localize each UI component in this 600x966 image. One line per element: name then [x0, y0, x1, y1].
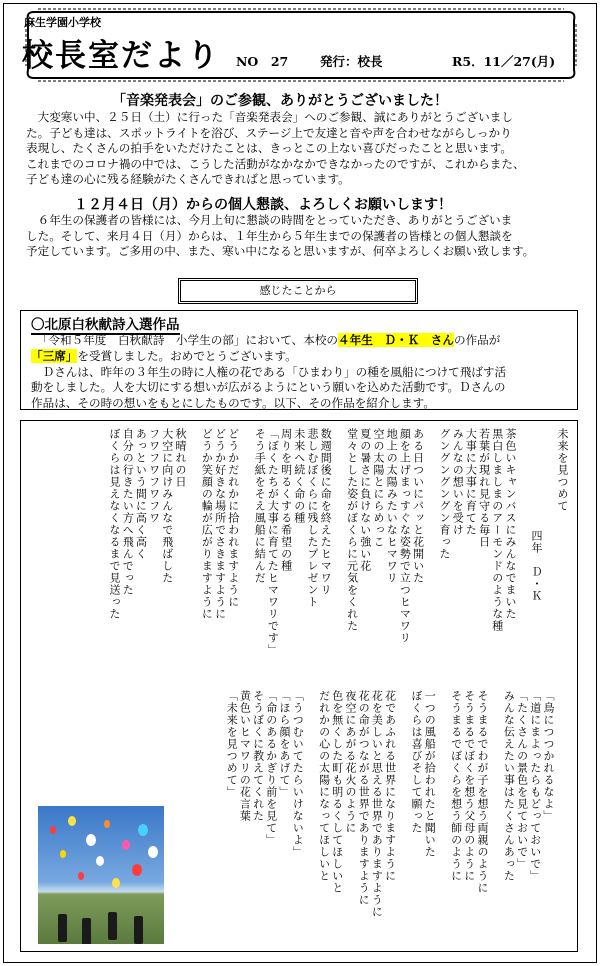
- award-line-part: 「令和５年度 白秋献詩 小学生の部」において、本校の: [31, 333, 339, 347]
- poem-line: 夜空にあがる花火のように: [344, 690, 357, 834]
- poem-line: 若葉が現れ見守る毎日: [477, 428, 491, 548]
- poem-author: 四年 Ｄ・Ｋ: [530, 530, 543, 602]
- meeting-text: [26, 213, 534, 260]
- person-silhouette: [58, 914, 67, 942]
- concert-line: 子ども達の心に残る経験がたくさんできればと思っています。: [26, 172, 350, 187]
- poem-line: 「ほら顔をあげて」: [278, 690, 291, 798]
- poem-line: 空の太陽とにらめっこ: [372, 428, 385, 548]
- balloon-photo: [38, 806, 164, 944]
- issue-number: NO 27: [236, 54, 289, 69]
- meeting-line: 予定しています。ご多用の中、また、寒い中になると思いますが、何卒よろしくお願い致します。: [26, 244, 535, 259]
- poem-line: みんなの想いを受け: [451, 428, 465, 536]
- poem-line: どうかだれかに拾われますように: [226, 428, 240, 608]
- poem-line: 未来へ続く命の種: [292, 428, 306, 524]
- award-line: 作品は、その時の想いをもとにしたものです。以下、その作品を紹介します。: [31, 396, 435, 411]
- poem-line: 大事に大事に育てた: [464, 428, 478, 536]
- poem-line: 花の命がつながる世界でありますように: [357, 690, 371, 906]
- balloon-shape: [122, 840, 130, 850]
- person-silhouette: [134, 916, 143, 944]
- concert-line: 表現し、たくさんの拍手をいただけたことは、きっとこの上ない喜びだったことと思います。: [26, 141, 513, 156]
- balloon-shape: [86, 834, 96, 846]
- person-silhouette: [108, 912, 117, 940]
- poem-line: そう手紙をそえ風船に結んだ: [253, 428, 267, 584]
- poem-line: どうか笑顔の輪が広がりますように: [200, 428, 214, 620]
- poem-line: 「未来を見つめて」: [225, 690, 239, 798]
- balloon-shape: [112, 878, 120, 888]
- poem-line: ある日ついにパッと花開いた: [411, 428, 425, 584]
- poem-line: 「うつむいてたらいけないよ」: [291, 690, 305, 858]
- poem-line: そうまるでわが子を想う両親のように: [476, 690, 489, 894]
- poem-line: 悲しむぼくらに残したプレゼント: [306, 428, 319, 608]
- poem-line: 花であふれる世界になりますように: [383, 690, 397, 882]
- newsletter-title: 校長室だより: [22, 38, 220, 74]
- poem-line: グングングングン育った: [438, 428, 451, 560]
- poem-line: どうか好きな場所でさきますように: [213, 428, 227, 620]
- poem-line: ぼくらは見えなくなるまで見送った: [108, 428, 121, 620]
- meeting-heading: １２月４日（月）からの個人懇談、よろしくお願いします！: [74, 197, 452, 213]
- balloon-shape: [78, 872, 84, 880]
- person-silhouette: [82, 918, 91, 944]
- publisher: 発行：校長: [320, 54, 383, 69]
- poem-line: 黄色いヒマワリの花言葉: [238, 690, 252, 822]
- award-line-part: の作品が: [453, 333, 501, 347]
- concert-heading: 「音楽発表会」のご参観、ありがとうございました！: [112, 93, 448, 109]
- balloon-shape: [104, 820, 110, 828]
- poem-line: 「道にまよったらもどっておいで」: [528, 690, 542, 882]
- balloon-shape: [138, 824, 148, 836]
- concert-line: 大変寒い中、２５日（土）に行った「音楽発表会」へのご参観、誠にありがとうございまし: [26, 110, 513, 124]
- poem-line: そうぼくに教えてくれた: [251, 690, 265, 822]
- poem-line: 周りを明るくする希望の種: [279, 428, 293, 572]
- award-line: Ｄさんは、昨年の３年生の時に人権の花である「ひまわり」の種を風船につけて飛ばす活: [31, 364, 507, 379]
- award-title-text: 〇北原白秋献詩入選作品: [31, 317, 180, 333]
- balloon-shape: [60, 850, 66, 858]
- section-label: 感じたことから: [178, 278, 418, 304]
- balloon-shape: [148, 846, 158, 858]
- poem-line: みんな伝えたい事はたくさんあった: [502, 690, 516, 882]
- meeting-line: した。そして、来月４日（月）からは、１年生から５年生までの保護者の皆様との個人懇談を: [26, 228, 513, 243]
- poem-line: 堂々とした姿がぼくらに元気をくれた: [345, 428, 359, 632]
- poem-line: 大空に向けみんなで飛ばした: [160, 428, 174, 584]
- poem-line: 「鳥につつかれるなよ」: [542, 690, 555, 822]
- poem-line: 茶色いキャンバスにみんなでまいた: [504, 428, 517, 620]
- poem-line: だれかの心の太陽になってほしいと: [317, 690, 331, 882]
- poem-line: 「ぼくたちが大事に育てたヒマワリです」: [266, 428, 280, 656]
- poem-line: フワフワフワフワ: [147, 428, 161, 524]
- balloon-shape: [68, 816, 76, 826]
- concert-line: これまでのコロナ禍の中では、こうした活動がなかなかできなかったのですが、これからまた、: [26, 156, 525, 171]
- poem-line: 黒白しましまのアーモンドのような種: [490, 428, 504, 632]
- award-title: [31, 313, 180, 333]
- poem-line: ぼくらは喜びそして願った: [410, 690, 423, 834]
- poem-line: 花を美しいと思える世界でありますように: [370, 690, 384, 918]
- poem-line: 「命のあるかぎり前を見て」: [264, 690, 278, 846]
- concert-text: [26, 110, 525, 188]
- poem-line: あっという間に高く高く: [134, 428, 148, 560]
- issue-date: R5．11／27(月): [452, 54, 556, 69]
- award-line: 動をしました。人を大切にする想いが広がるようにという願いを込めた活動です。Ｄさんの: [31, 380, 506, 395]
- poem-line: そうまるでぼくらを想う師のように: [449, 690, 463, 882]
- poem-title: 未来を見つめて: [556, 428, 569, 512]
- poem-line: 秋晴れの日: [174, 428, 187, 488]
- award-box: [20, 310, 578, 410]
- award-text: [31, 333, 506, 412]
- poem-line: 夏の暑さに負けない強い花: [358, 428, 372, 572]
- concert-line: た。子ども達は、スポットライトを浴び、ステージ上で友達と音や声を合わせながらしっかり: [26, 125, 512, 140]
- poem-line: 地上の太陽みたいなヒマワリ: [385, 428, 399, 584]
- poem-line: そうまるでぼくを想う父母のように: [462, 690, 476, 882]
- award-line: [31, 349, 506, 365]
- award-rank: 「三席」: [31, 348, 78, 363]
- award-line: [31, 333, 506, 349]
- award-student-name: ４年生 Ｄ・Ｋ さん: [338, 333, 454, 347]
- balloon-shape: [132, 864, 142, 876]
- poem-line: 「たくさんの景色を見ておいで」: [515, 690, 529, 870]
- school-name: 麻生学園小学校: [24, 16, 101, 29]
- poem-line: 色を無くした町も明るくしてほしいと: [330, 690, 344, 894]
- poem-line: 顔を上げまっすぐな姿勢で立つヒマワリ: [398, 428, 412, 644]
- meeting-line: ６年生の保護者の皆様には、今月上旬に懇談の時間をとっていただき、ありがとうございま: [26, 213, 513, 227]
- balloon-shape: [96, 856, 104, 866]
- award-line-part: を受賞しました。おめでとうございます。: [77, 348, 297, 363]
- poem-line: 一つの風船が拾われたと聞いた: [423, 690, 437, 858]
- balloon-shape: [50, 826, 56, 834]
- poem-line: 数週間後に命を終えたヒマワリ: [319, 428, 333, 596]
- poem-line: 自分の行きたい方へ飛んでった: [121, 428, 135, 596]
